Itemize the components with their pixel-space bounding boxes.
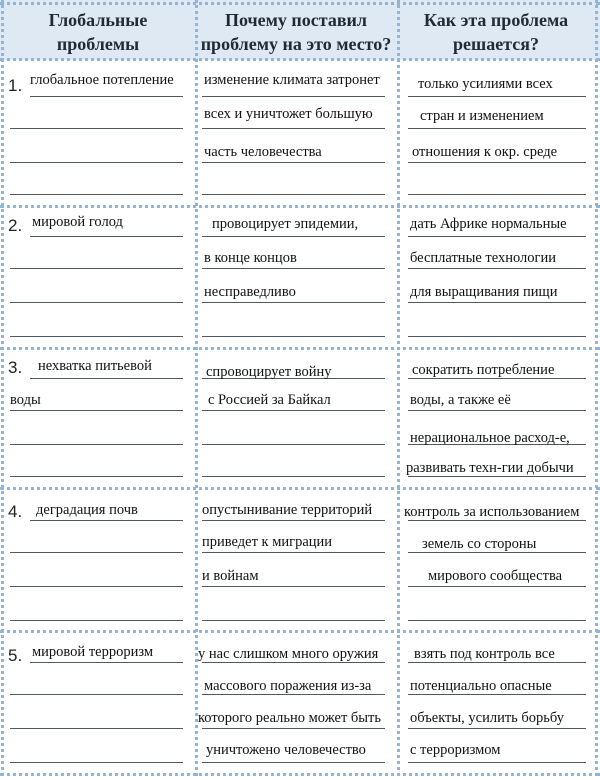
- answer-line: [202, 336, 385, 337]
- answer-line: [408, 128, 586, 129]
- header-text: Почему поставил: [224, 10, 368, 30]
- answer-line: [408, 302, 586, 303]
- problem-text: мировой голод: [32, 214, 123, 230]
- why-text: уничтожено человечество: [206, 742, 366, 758]
- why-text: у нас слишком много оружия: [198, 646, 379, 662]
- why-text: приведет к миграции: [202, 534, 333, 550]
- answer-line: [408, 268, 586, 269]
- answer-line: [202, 620, 385, 621]
- answer-line: [10, 410, 183, 411]
- row-number: 3.: [8, 358, 23, 377]
- row-border: [0, 487, 600, 490]
- why-text: массового поражения из-за: [204, 678, 372, 694]
- why-text: спровоцирует войну: [206, 364, 332, 380]
- why-text: часть человечества: [204, 144, 322, 160]
- column-border: [595, 0, 598, 776]
- answer-line: [30, 520, 183, 521]
- solution-text: контроль за использованием: [404, 504, 580, 520]
- answer-line: [10, 762, 183, 763]
- answer-line: [10, 586, 183, 587]
- solution-text: сократить потребление: [412, 362, 555, 378]
- solution-text: взять под контроль все: [414, 646, 555, 662]
- answer-line: [202, 444, 385, 445]
- answer-line: [408, 194, 586, 195]
- solution-text: бесплатные технологии: [410, 250, 556, 266]
- answer-line: [10, 128, 183, 129]
- answer-line: [202, 586, 385, 587]
- solution-text: отношения к окр. среде: [412, 144, 558, 160]
- solution-text: земель со стороны: [422, 536, 537, 552]
- answer-line: [408, 586, 586, 587]
- problem-text: глобальное потепление: [30, 72, 174, 88]
- answer-line: [10, 620, 183, 621]
- column-border: [397, 0, 400, 776]
- solution-text: развивать техн-гии добычи: [406, 460, 574, 476]
- why-text: изменение климата затронет: [204, 72, 380, 88]
- answer-line: [10, 268, 183, 269]
- answer-line: [408, 762, 586, 763]
- answer-line: [202, 762, 385, 763]
- problem-text: деградация почв: [36, 502, 138, 518]
- answer-line: [408, 96, 586, 97]
- answer-line: [202, 520, 385, 521]
- answer-line: [10, 162, 183, 163]
- row-border: [0, 205, 600, 208]
- row-border: [0, 58, 600, 61]
- answer-line: [202, 268, 385, 269]
- problem-text: воды: [10, 392, 41, 408]
- row-border: [0, 773, 600, 776]
- problem-text: нехватка питьевой: [38, 358, 152, 374]
- answer-line: [408, 336, 586, 337]
- column-border: [1, 0, 4, 776]
- answer-line: [202, 728, 385, 729]
- answer-line: [408, 162, 586, 163]
- row-border: [0, 347, 600, 350]
- row-number: 4.: [8, 502, 23, 521]
- solution-text: с терроризмом: [410, 742, 501, 758]
- row-number: 2.: [8, 216, 23, 235]
- why-text: провоцирует эпидемии,: [212, 216, 359, 232]
- header-why: [198, 8, 394, 58]
- solution-text: стран и изменением: [420, 108, 544, 124]
- answer-line: [408, 236, 586, 237]
- answer-line: [408, 410, 586, 411]
- solution-text: дать Африке нормальные: [410, 216, 567, 232]
- answer-line: [202, 410, 385, 411]
- header-problems: [4, 8, 192, 58]
- solution-text: для выращивания пищи: [410, 284, 558, 300]
- solution-text: нерациональное расход-е,: [410, 430, 570, 446]
- answer-line: [408, 728, 586, 729]
- answer-line: [30, 662, 183, 663]
- header-text: проблему на это место?: [200, 34, 392, 54]
- answer-line: [202, 96, 385, 97]
- why-text: которого реально может быть: [198, 710, 381, 726]
- solution-text: потенциально опасные: [410, 678, 552, 694]
- answer-line: [202, 236, 385, 237]
- why-text: с Россией за Байкал: [208, 392, 331, 408]
- answer-line: [30, 96, 183, 97]
- solution-text: воды, а также её: [410, 392, 511, 408]
- header-text: проблемы: [56, 34, 140, 54]
- answer-line: [10, 728, 183, 729]
- solution-text: объекты, усилить борьбу: [410, 710, 564, 726]
- answer-line: [202, 552, 385, 553]
- row-border: [0, 2, 600, 5]
- header-text: Как эта проблема: [423, 10, 569, 30]
- row-number: 1.: [8, 76, 23, 95]
- answer-line: [10, 694, 183, 695]
- header-solution: [400, 8, 592, 58]
- why-text: несправедливо: [204, 284, 296, 300]
- why-text: всех и уничтожет большую: [204, 106, 373, 122]
- answer-line: [10, 444, 183, 445]
- solution-text: мирового сообщества: [428, 568, 563, 584]
- answer-line: [408, 620, 586, 621]
- answer-line: [202, 302, 385, 303]
- answer-line: [30, 378, 183, 379]
- answer-line: [202, 128, 385, 129]
- answer-line: [10, 302, 183, 303]
- answer-line: [202, 476, 385, 477]
- row-border: [0, 630, 600, 633]
- problem-text: мировой терроризм: [32, 644, 154, 660]
- row-number: 5.: [8, 646, 23, 665]
- why-text: и войнам: [202, 568, 259, 584]
- answer-line: [10, 336, 183, 337]
- why-text: опустынивание территорий: [202, 502, 373, 518]
- header-text: решается?: [453, 34, 539, 54]
- answer-line: [10, 194, 183, 195]
- why-text: в конце концов: [204, 250, 297, 266]
- answer-line: [202, 194, 385, 195]
- answer-line: [30, 236, 183, 237]
- header-text: Глобальные: [48, 10, 148, 30]
- answer-line: [10, 552, 183, 553]
- answer-line: [202, 162, 385, 163]
- solution-text: только усилиями всех: [418, 76, 553, 92]
- answer-line: [10, 476, 183, 477]
